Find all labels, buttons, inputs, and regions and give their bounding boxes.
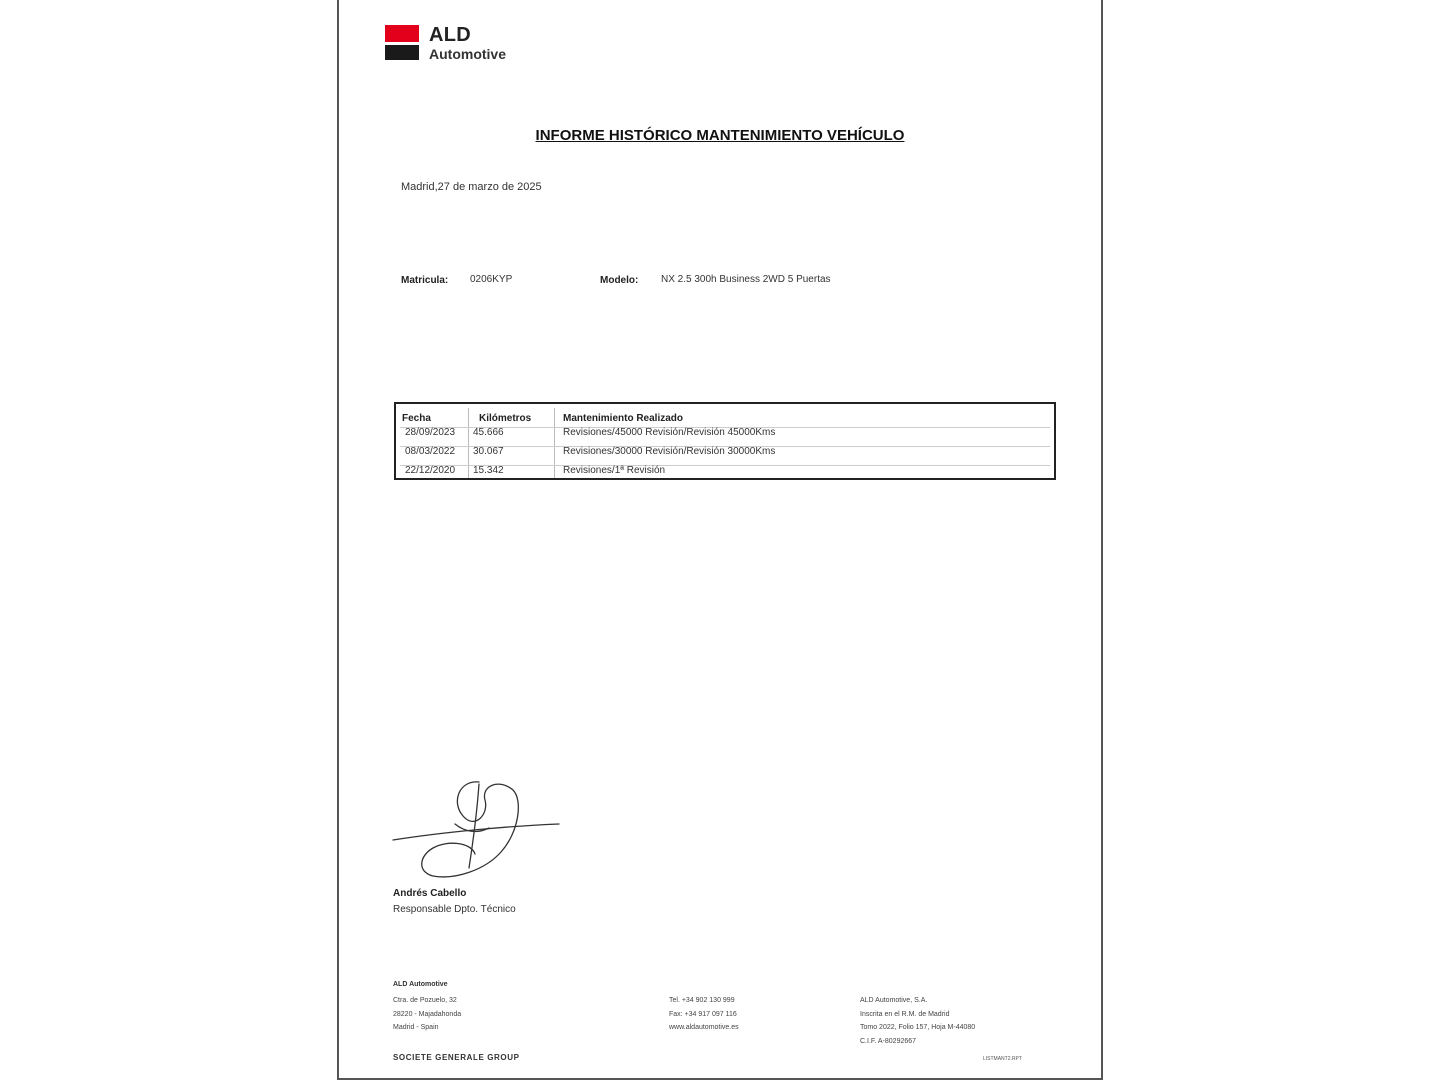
row-3-date: 22/12/2020	[405, 465, 456, 476]
footer-legal: ALD Automotive, S.A. Inscrita en el R.M. de Madrid Tomo 2022, Folio 157, Hoja M-44080 C.I.F. A-80292667	[860, 997, 976, 1045]
header-fecha: Fecha	[402, 413, 431, 424]
header-kilometros: Kilómetros	[479, 413, 532, 424]
plate-value: 0206KYP	[470, 274, 513, 285]
row-2-service: Revisiones/30000 Revisión/Revisión 30000Kms	[563, 446, 776, 457]
signature-icon	[389, 772, 564, 887]
group-name: SOCIETE GENERALE GROUP	[393, 1053, 520, 1062]
model-label: Modelo:	[600, 275, 639, 286]
row-1-km: 45.666	[473, 427, 504, 438]
table-divider	[554, 408, 555, 478]
row-3-service: Revisiones/1ª Revisión	[563, 465, 666, 476]
maintenance-table	[394, 402, 1056, 480]
document-page	[337, 0, 1103, 1080]
row-1-service: Revisiones/45000 Revisión/Revisión 45000Kms	[563, 427, 776, 438]
row-2-km: 30.067	[473, 446, 504, 457]
report-title: INFORME HISTÓRICO MANTENIMIENTO VEHÍCULO	[535, 127, 905, 144]
row-2-date: 08/03/2022	[405, 446, 456, 457]
model-value: NX 2.5 300h Business 2WD 5 Puertas	[661, 274, 831, 285]
report-reference: LISTMANT2.RPT	[983, 1056, 1022, 1062]
row-3-km: 15.342	[473, 465, 504, 476]
footer-company: ALD Automotive	[393, 981, 448, 988]
ald-logo-icon	[385, 25, 419, 60]
plate-label: Matricula:	[401, 275, 449, 286]
footer-address: Ctra. de Pozuelo, 32 28220 - Majadahonda Madrid - Spain	[393, 997, 462, 1031]
row-1-date: 28/09/2023	[405, 427, 456, 438]
signatory-role: Responsable Dpto. Técnico	[393, 904, 516, 915]
footer-contact: Tel. +34 902 130 999 Fax: +34 917 097 116 www.aldautomotive.es	[669, 997, 739, 1031]
report-date: Madrid,27 de marzo de 2025	[401, 181, 542, 193]
signatory-name: Andrés Cabello	[393, 888, 467, 899]
header-mantenimiento: Mantenimiento Realizado	[563, 413, 684, 424]
logo-brand: ALD	[429, 24, 472, 46]
table-divider	[468, 408, 469, 478]
logo-subtitle: Automotive	[429, 46, 506, 62]
